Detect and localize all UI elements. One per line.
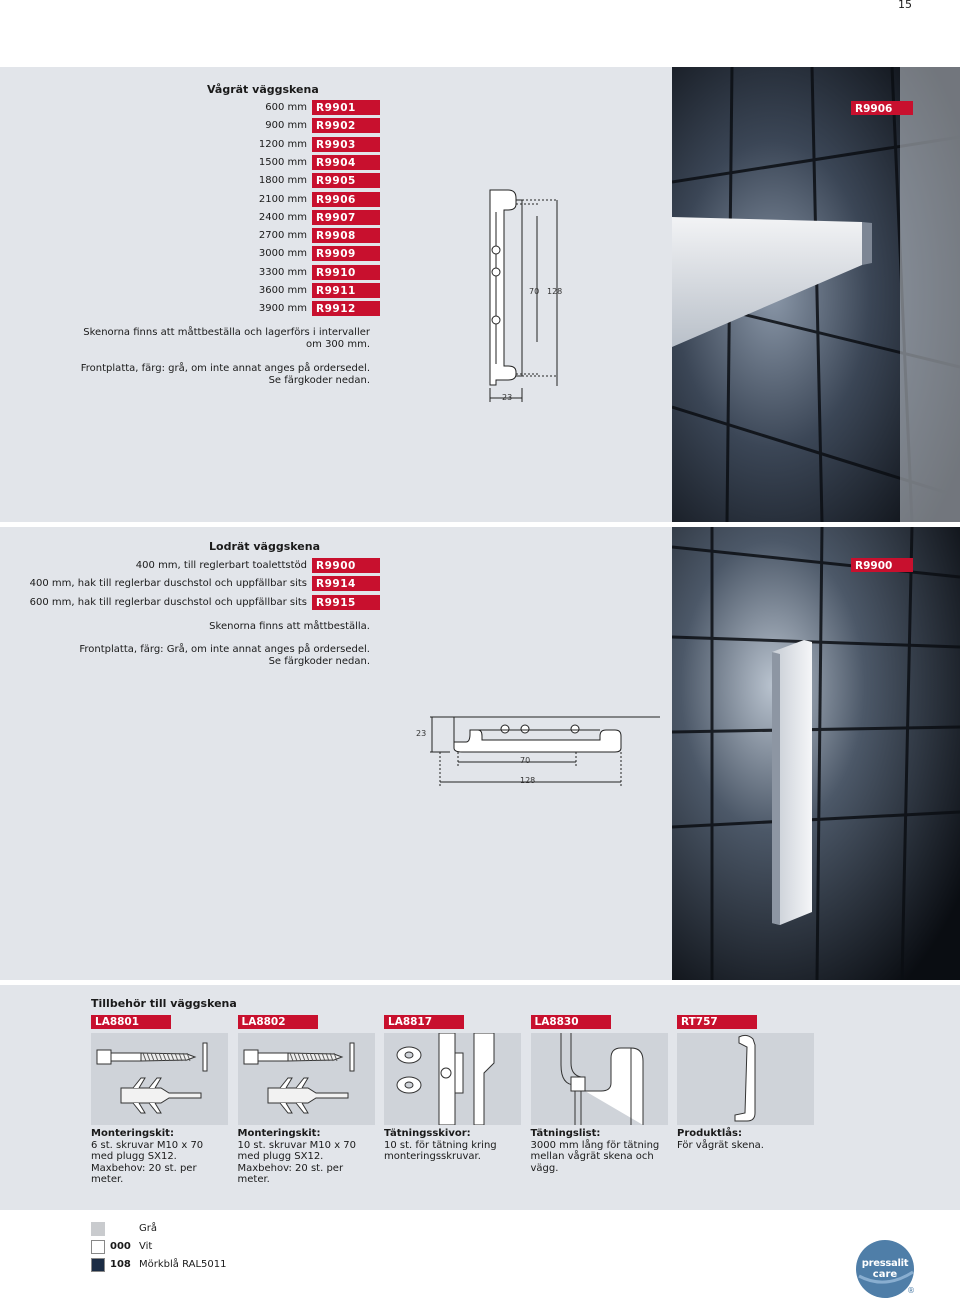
horizontal-note-color: Frontplatta, färg: grå, om inte annat anges på ordersedel. Se färgkoder nedan. bbox=[80, 363, 370, 386]
horizontal-note-stock: Skenorna finns att måttbeställa och lagerförs i intervaller om 300 mm. bbox=[83, 327, 370, 350]
horizontal-product-code: R9903 bbox=[312, 137, 380, 152]
vertical-dim-23: 23 bbox=[416, 729, 427, 738]
end-lock-icon bbox=[677, 1033, 814, 1125]
accessory-item bbox=[238, 1015, 378, 1195]
accessory-description-line: Maxbehov: 20 st. per bbox=[91, 1162, 197, 1174]
screw-and-plug-icon bbox=[238, 1033, 375, 1125]
vertical-product-code: R9915 bbox=[312, 595, 380, 610]
horizontal-rail-photo bbox=[672, 67, 960, 522]
horizontal-dim-128: 128 bbox=[547, 287, 563, 296]
horizontal-dim-70: 70 bbox=[529, 287, 540, 296]
color-name: Vit bbox=[139, 1241, 153, 1252]
horizontal-length-label: 3300 mm bbox=[258, 266, 307, 278]
horizontal-product-code: R9912 bbox=[312, 301, 380, 316]
accessory-description-line: med plugg SX12. bbox=[91, 1151, 177, 1163]
vertical-rail-title: Lodrät väggskena bbox=[209, 540, 320, 553]
accessory-heading: Monteringskit: bbox=[237, 1128, 321, 1139]
sealing-washer-icon bbox=[384, 1033, 521, 1125]
horizontal-product-code: R9904 bbox=[312, 155, 380, 170]
accessory-description-line: meter. bbox=[237, 1173, 270, 1185]
color-code: 000 bbox=[110, 1241, 131, 1252]
accessory-code: LA8830 bbox=[531, 1015, 611, 1029]
horizontal-length-label: 900 mm bbox=[265, 120, 307, 132]
color-swatch bbox=[91, 1240, 105, 1254]
color-legend bbox=[91, 1222, 391, 1282]
vertical-item-label: 400 mm, till reglerbart toalettstöd bbox=[135, 560, 307, 571]
color-code: 108 bbox=[110, 1259, 131, 1270]
horizontal-length-label: 2100 mm bbox=[258, 193, 307, 205]
accessory-code: LA8817 bbox=[384, 1015, 464, 1029]
page-number: 15 bbox=[898, 0, 912, 11]
horizontal-product-code: R9902 bbox=[312, 118, 380, 133]
accessory-description-line: 6 st. skruvar M10 x 70 bbox=[91, 1140, 204, 1151]
color-swatch bbox=[91, 1222, 105, 1236]
vertical-note-custom: Skenorna finns att måttbeställa. bbox=[209, 621, 370, 632]
vertical-photo-tag: R9900 bbox=[851, 558, 913, 572]
accessory-description-line: 3000 mm lång för tätning bbox=[530, 1140, 660, 1151]
color-swatch bbox=[91, 1258, 105, 1272]
horizontal-product-code: R9911 bbox=[312, 283, 380, 298]
accessory-item bbox=[531, 1015, 671, 1195]
horizontal-length-label: 2400 mm bbox=[258, 211, 307, 223]
pressalit-care-logo: pressalit care ® bbox=[855, 1238, 917, 1300]
accessory-description-line: med plugg SX12. bbox=[237, 1151, 324, 1163]
accessory-code: LA8801 bbox=[91, 1015, 171, 1029]
color-name: Grå bbox=[139, 1223, 157, 1234]
accessories-list bbox=[91, 1015, 871, 1195]
accessory-description-line: 10 st. skruvar M10 x 70 bbox=[237, 1140, 357, 1151]
horizontal-length-label: 1200 mm bbox=[258, 138, 307, 150]
horizontal-length-label: 1500 mm bbox=[258, 156, 307, 168]
accessory-description-line: För vågrät skena. bbox=[677, 1140, 764, 1151]
accessory-code: LA8802 bbox=[238, 1015, 318, 1029]
accessory-item bbox=[677, 1015, 817, 1195]
vertical-item-label: 600 mm, hak till reglerbar duschstol och uppfällbar sits bbox=[29, 596, 307, 608]
vertical-dim-128: 128 bbox=[520, 776, 536, 785]
accessory-description-line: 10 st. för tätning kring bbox=[384, 1140, 497, 1151]
accessory-heading: Produktlås: bbox=[677, 1128, 742, 1139]
vertical-rail-photo bbox=[672, 527, 960, 980]
accessory-description-line: Maxbehov: 20 st. per bbox=[237, 1162, 344, 1174]
screw-and-plug-icon bbox=[91, 1033, 228, 1125]
horizontal-product-code: R9901 bbox=[312, 100, 380, 115]
accessory-code: RT757 bbox=[677, 1015, 757, 1029]
accessory-heading: Tätningslist: bbox=[530, 1128, 601, 1139]
color-name: Mörkblå RAL5011 bbox=[139, 1259, 227, 1270]
vertical-note-color: Frontplatta, färg: Grå, om inte annat anges på ordersedel. Se färgkoder nedan. bbox=[79, 644, 370, 667]
horizontal-rail-title: Vågrät väggskena bbox=[207, 83, 319, 96]
horizontal-length-label: 2700 mm bbox=[258, 230, 307, 242]
vertical-item-label: 400 mm, hak till reglerbar duschstol och uppfällbar sits bbox=[29, 578, 307, 590]
horizontal-product-code: R9907 bbox=[312, 210, 380, 225]
accessory-item bbox=[384, 1015, 524, 1195]
horizontal-length-label: 1800 mm bbox=[258, 175, 307, 187]
horizontal-product-code: R9909 bbox=[312, 246, 380, 261]
horizontal-length-label: 3000 mm bbox=[258, 248, 307, 260]
vertical-dim-70: 70 bbox=[520, 756, 531, 765]
horizontal-product-code: R9905 bbox=[312, 173, 380, 188]
horizontal-rail-profile-drawing bbox=[478, 180, 578, 410]
horizontal-photo-tag: R9906 bbox=[851, 101, 913, 115]
accessory-heading: Monteringskit: bbox=[91, 1128, 174, 1139]
horizontal-length-label: 3900 mm bbox=[258, 303, 307, 315]
accessory-description-line: mellan vågrät skena och bbox=[530, 1151, 654, 1163]
accessories-title: Tillbehör till väggskena bbox=[91, 997, 237, 1010]
horizontal-dim-23: 23 bbox=[502, 393, 513, 402]
vertical-product-code: R9900 bbox=[312, 558, 380, 573]
accessory-item bbox=[91, 1015, 231, 1195]
accessory-description-line: meter. bbox=[91, 1173, 124, 1185]
accessory-description-line: vägg. bbox=[530, 1162, 559, 1174]
accessory-heading: Tätningsskivor: bbox=[384, 1128, 471, 1139]
accessory-description-line: monteringsskruvar. bbox=[384, 1151, 481, 1163]
horizontal-product-code: R9908 bbox=[312, 228, 380, 243]
horizontal-product-code: R9906 bbox=[312, 192, 380, 207]
vertical-product-code: R9914 bbox=[312, 576, 380, 591]
horizontal-length-label: 600 mm bbox=[265, 102, 307, 113]
sealing-strip-icon bbox=[531, 1033, 668, 1125]
horizontal-length-label: 3600 mm bbox=[258, 285, 307, 296]
horizontal-product-code: R9910 bbox=[312, 265, 380, 280]
